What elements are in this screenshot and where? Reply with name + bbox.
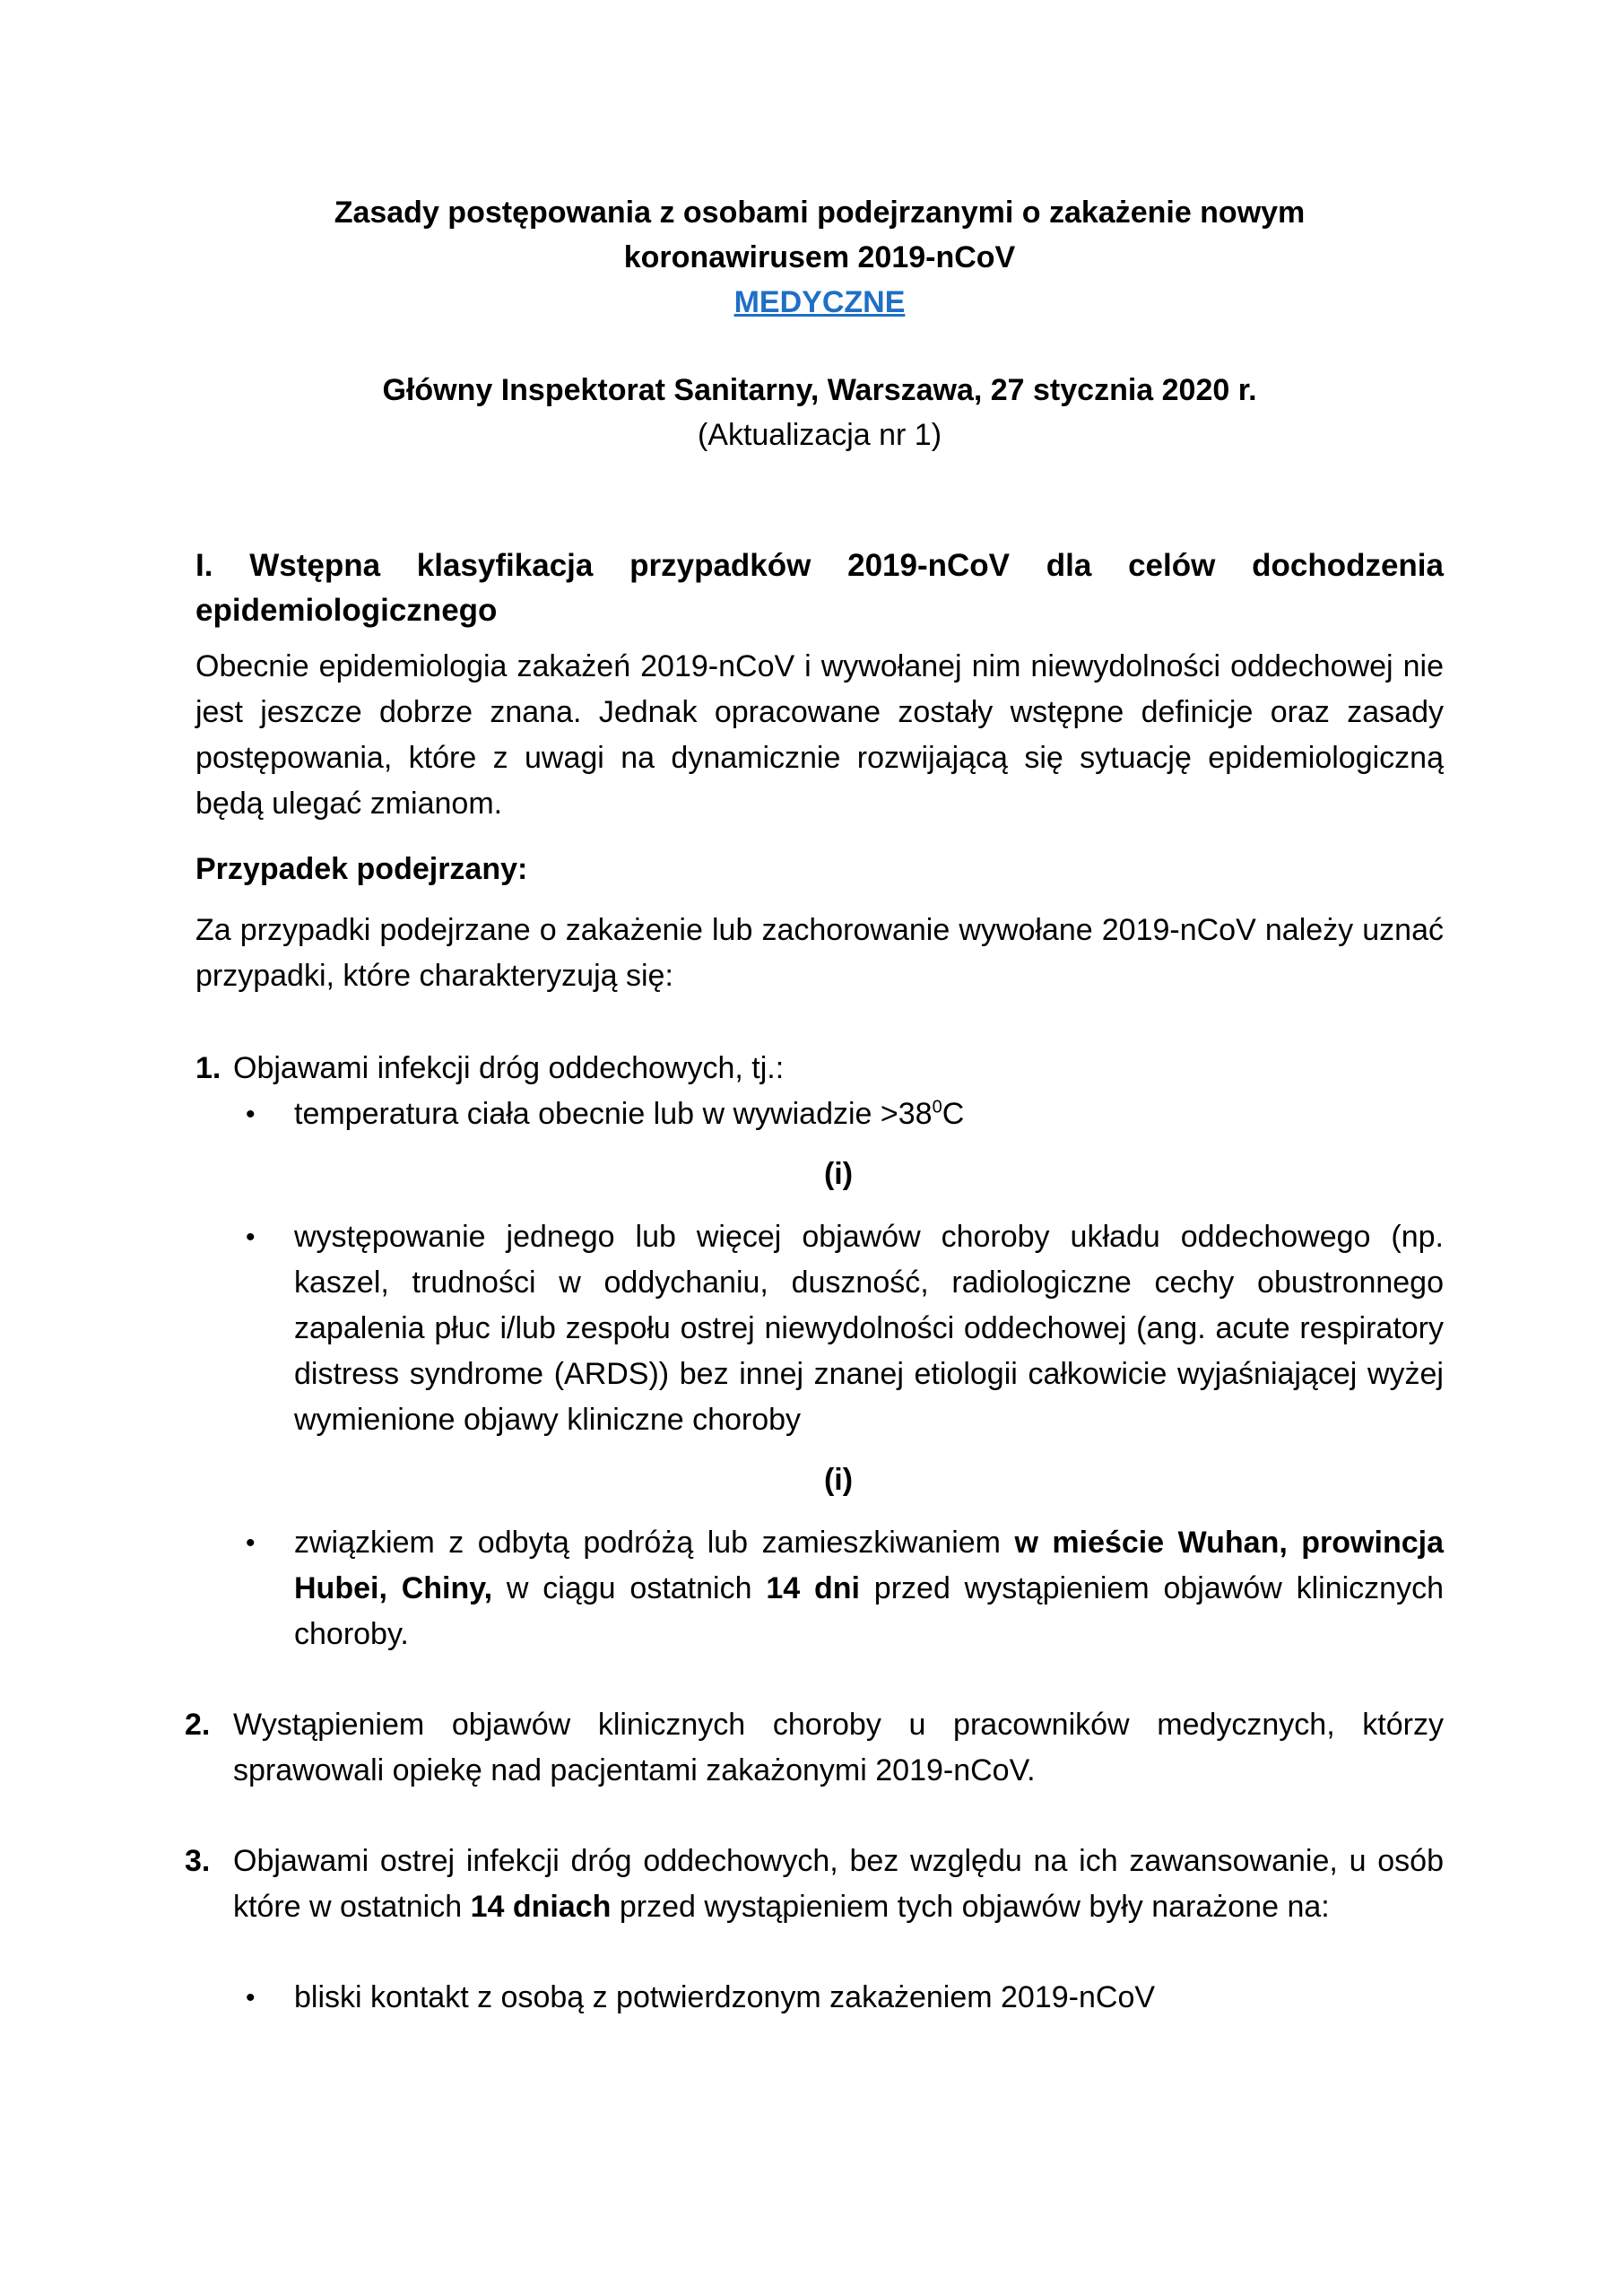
bullet-icon: • (246, 1100, 256, 1129)
list-item-text: Objawami infekcji dróg oddechowych, tj.: (233, 1051, 785, 1085)
bullet-item (195, 1091, 1444, 1137)
list-item-2 (185, 1702, 1444, 1794)
bullet-icon: • (246, 1222, 256, 1252)
degree-sup: 0 (932, 1097, 942, 1118)
section-heading: I. Wstępna klasyfikacja przypadków 2019-nCoV dla celów dochodzenia epidemiologicznego (195, 548, 1444, 628)
list-item-text: Wystąpieniem objawów klinicznych choroby u pracowników medycznych, którzy sprawowali opiekę nad pacjentami zakażonymi 2019-nCoV. (233, 1708, 1444, 1787)
bullet-item (195, 1520, 1444, 1657)
bullet-text: występowanie jednego lub więcej objawów choroby układu oddechowego (np. kaszel, trudności w oddychaniu, duszność, radiologiczne cechy obustronnego zapalenia płuc i/lub zespołu ostrej niewydolności oddechowej (ang. acute respiratory distress syndrome (ARDS)) bez innej znanej etiologii całkowicie wyjaśniającej wyżej wymienione objawy kliniczne choroby (294, 1220, 1444, 1437)
list-number: 2. (185, 1708, 211, 1742)
bullet-bold-days: 14 dni (766, 1571, 860, 1605)
list-item-3 (185, 1839, 1444, 2021)
bullet-bold-location: w mieście Wuhan, prowincja Hubei, Chiny, (294, 1526, 1444, 1605)
temp-unit: C (942, 1097, 965, 1131)
lead-paragraph: Za przypadki podejrzane o zakażenie lub zachorowanie wywołane 2019-nCoV należy uznać przypadki, które charakteryzują się: (195, 913, 1444, 993)
title-line-1: Zasady postępowania z osobami podejrzanymi o zakażenie nowym (334, 196, 1306, 230)
document-page (185, 190, 1444, 2021)
bullet-text: przed wystąpieniem objawów klinicznych choroby. (294, 1571, 1444, 1651)
conjunction: (i) (823, 1157, 854, 1191)
bullet-text: związkiem z odbytą podróżą lub zamieszkiwaniem (294, 1526, 1015, 1560)
bullet-item (195, 1975, 1444, 2021)
suspected-case-heading: Przypadek podejrzany: (195, 852, 528, 886)
intro-paragraph: Obecnie epidemiologia zakażeń 2019-nCoV i wywołanej nim niewydolności oddechowej nie jest jeszcze dobrze znana. Jednak opracowane zostały wstępne definicje oraz zasady postępowania, które z uwagi na dynamicznie rozwijającą się sytuację epidemiologiczną będą ulegać zmianom. (195, 649, 1444, 821)
bullet-icon: • (246, 1983, 256, 2013)
bullet-text: temperatura ciała obecnie lub w wywiadzie >38 (294, 1097, 933, 1131)
list-item-text: przed wystąpieniem tych objawów były narażone na: (611, 1890, 1330, 1924)
document-title (195, 190, 1444, 280)
update-line: (Aktualizacja nr 1) (697, 418, 942, 452)
issuer-line: Główny Inspektorat Sanitarny, Warszawa, 27 stycznia 2020 r. (382, 373, 1257, 407)
list-number: 3. (185, 1844, 211, 1878)
list-item-text: Objawami ostrej infekcji dróg oddechowych, bez względu na ich zawansowanie, u osób które w ostatnich (233, 1844, 1444, 1924)
bold-days: 14 dniach (470, 1890, 612, 1924)
conjunction: (i) (823, 1463, 854, 1497)
bullet-text: bliski kontakt z osobą z potwierdzonym zakażeniem 2019-nCoV (294, 1980, 1156, 2014)
title-line-2: koronawirusem 2019-nCoV (623, 240, 1016, 274)
bullet-icon: • (246, 1528, 256, 1558)
medyczne-link[interactable]: MEDYCZNE (733, 285, 906, 319)
list-item-1 (195, 1046, 1444, 1657)
bullet-text: w ciągu ostatnich (492, 1571, 767, 1605)
list-number: 1. (195, 1051, 221, 1085)
bullet-item (195, 1214, 1444, 1443)
